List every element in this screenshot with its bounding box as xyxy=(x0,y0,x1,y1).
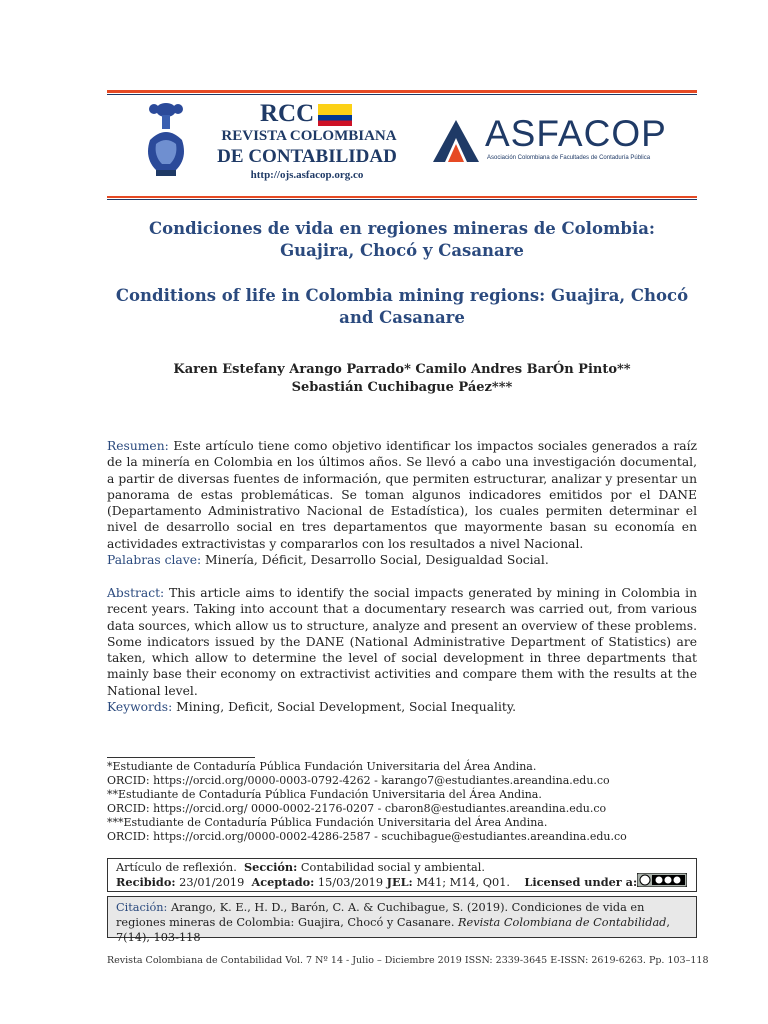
abstract-text: This article aims to identify the social impacts generated by mining in Colombia in recent years. Taking into account that a documentary research was carried out, from various data sources, which allow us to structure, analyze and present an overview of these problems. Some indicators issued by the DANE (National Administrative Department of Statistics) are taken, which allow to determine the level of social development in three departments that mainly base their economy on extractivist activities and compare them with the results at the National level. xyxy=(107,586,697,698)
accepted-label: Aceptado: xyxy=(251,875,315,889)
jel-label: JEL: xyxy=(386,875,413,889)
citation-box xyxy=(107,896,697,944)
authors-line2: Sebastián Cuchibague Páez*** xyxy=(291,380,513,395)
jel-value: M41; M14, Q01. xyxy=(416,876,511,889)
footnote-line: *Estudiante de Contaduría Pública Fundación Universitaria del Área Andina. xyxy=(107,760,537,773)
resumen-label: Resumen: xyxy=(107,439,169,453)
palabras-clave-label: Palabras clave: xyxy=(107,553,202,568)
title-english xyxy=(107,285,697,329)
footnote-separator xyxy=(107,757,255,758)
citation-text-block xyxy=(108,897,696,945)
article-type-line xyxy=(108,859,696,875)
article-dates-line xyxy=(108,875,696,890)
citation-text: Arango, K. E., H. D., Barón, C. A. & Cuchibague, S. (2019). Condiciones de vida en regiones mineras de Colombia: Guajira, Chocó y Casanare. xyxy=(116,901,645,929)
title-english-line2: and Casanare xyxy=(339,308,465,327)
citation-journal: Revista Colombiana de Contabilidad xyxy=(458,916,667,929)
page-footer: Revista Colombiana de Contabilidad Vol. 7 Nº 14 - Julio – Diciembre 2019 ISSN: 2339-3645 E-ISSN: 2619-6263. Pp. 103–118 xyxy=(107,955,709,966)
title-spanish xyxy=(107,218,697,262)
resumen-text: Este artículo tiene como objetivo identificar los impactos sociales generados a raíz de la minería en Colombia en los últimos años. Se llevó a cabo una investigación documental, a partir de diversas fuentes de información, que permiten estructurar, analizar y presentar un panorama de estas problemáticas. Se toman algunos indicadores emitidos por el DANE (Departamento Administrativo Nacional de Estadística), los cuales permiten determinar el nivel de desarrollo social en tres departamentos que mayormente basan su economía en actividades extractivistas y compararlos con los resultados a nivel Nacional. xyxy=(107,439,697,551)
palabras-clave-text: Minería, Déficit, Desarrollo Social, Desigualdad Social. xyxy=(201,553,549,568)
keywords-text: Mining, Deficit, Social Development, Social Inequality. xyxy=(172,700,517,715)
asfacop-logo-icon xyxy=(433,120,479,162)
header-bottom-rule xyxy=(107,196,697,198)
abstract-label: Abstract: xyxy=(107,586,165,600)
received-value: 23/01/2019 xyxy=(179,876,245,889)
header-bottom-rule-blue xyxy=(107,199,697,200)
colombia-flag-icon xyxy=(318,104,352,126)
received-label: Recibido: xyxy=(116,875,176,889)
authors-line1: Karen Estefany Arango Parrado* Camilo Andres BarÓn Pinto** xyxy=(173,362,631,377)
header-top-rule-blue xyxy=(107,94,697,95)
article-type: Artículo de reflexión. xyxy=(116,861,237,874)
footnote-orcid-link[interactable]: ORCID: https://orcid.org/0000-0002-4286-2587 - scuchibague@estudiantes.areandina.edu.co xyxy=(107,830,627,843)
keywords-label: Keywords: xyxy=(107,700,173,715)
journal-url-link[interactable]: http://ojs.asfacop.org.co xyxy=(250,169,364,181)
journal-name-line1: REVISTA COLOMBIANA xyxy=(221,128,397,144)
accepted-value: 15/03/2019 xyxy=(317,876,384,889)
asfacop-subtitle: Asociación Colombiana de Facultades de Contaduría Pública xyxy=(487,155,651,161)
author-list xyxy=(107,361,697,397)
journal-name-line2: DE CONTABILIDAD xyxy=(217,146,397,167)
title-spanish-line2: Guajira, Chocó y Casanare xyxy=(280,241,524,260)
vase-logo-icon xyxy=(140,100,192,180)
resumen-paragraph xyxy=(107,438,697,568)
creative-commons-license-icon[interactable] xyxy=(637,873,687,887)
abstract-paragraph xyxy=(107,585,697,715)
citation-label: Citación: xyxy=(116,901,168,914)
license-label: Licensed under a: xyxy=(524,875,638,889)
asfacop-name: ASFACOP xyxy=(485,113,667,154)
section-value: Contabilidad social y ambiental. xyxy=(300,861,485,874)
title-spanish-line1: Condiciones de vida en regiones mineras de Colombia: xyxy=(148,219,656,238)
footnotes xyxy=(107,760,707,844)
citation-tail: , 7(14), 103-118 xyxy=(116,916,670,944)
section-label: Sección: xyxy=(243,860,298,874)
footnote-orcid-link[interactable]: ORCID: https://orcid.org/ 0000-0002-2176-0207 - cbaron8@estudiantes.areandina.edu.co xyxy=(107,802,607,815)
header-top-rule xyxy=(107,90,697,93)
journal-acronym: RCC xyxy=(260,100,315,127)
article-info-box xyxy=(107,858,697,892)
footnote-line: **Estudiante de Contaduría Pública Fundación Universitaria del Área Andina. xyxy=(107,788,542,801)
title-english-line1: Conditions of life in Colombia mining regions: Guajira, Chocó xyxy=(115,286,689,305)
footnote-orcid-link[interactable]: ORCID: https://orcid.org/0000-0003-0792-4262 - karango7@estudiantes.areandina.edu.co xyxy=(107,774,610,787)
footnote-line: ***Estudiante de Contaduría Pública Fundación Universitaria del Área Andina. xyxy=(107,816,548,829)
